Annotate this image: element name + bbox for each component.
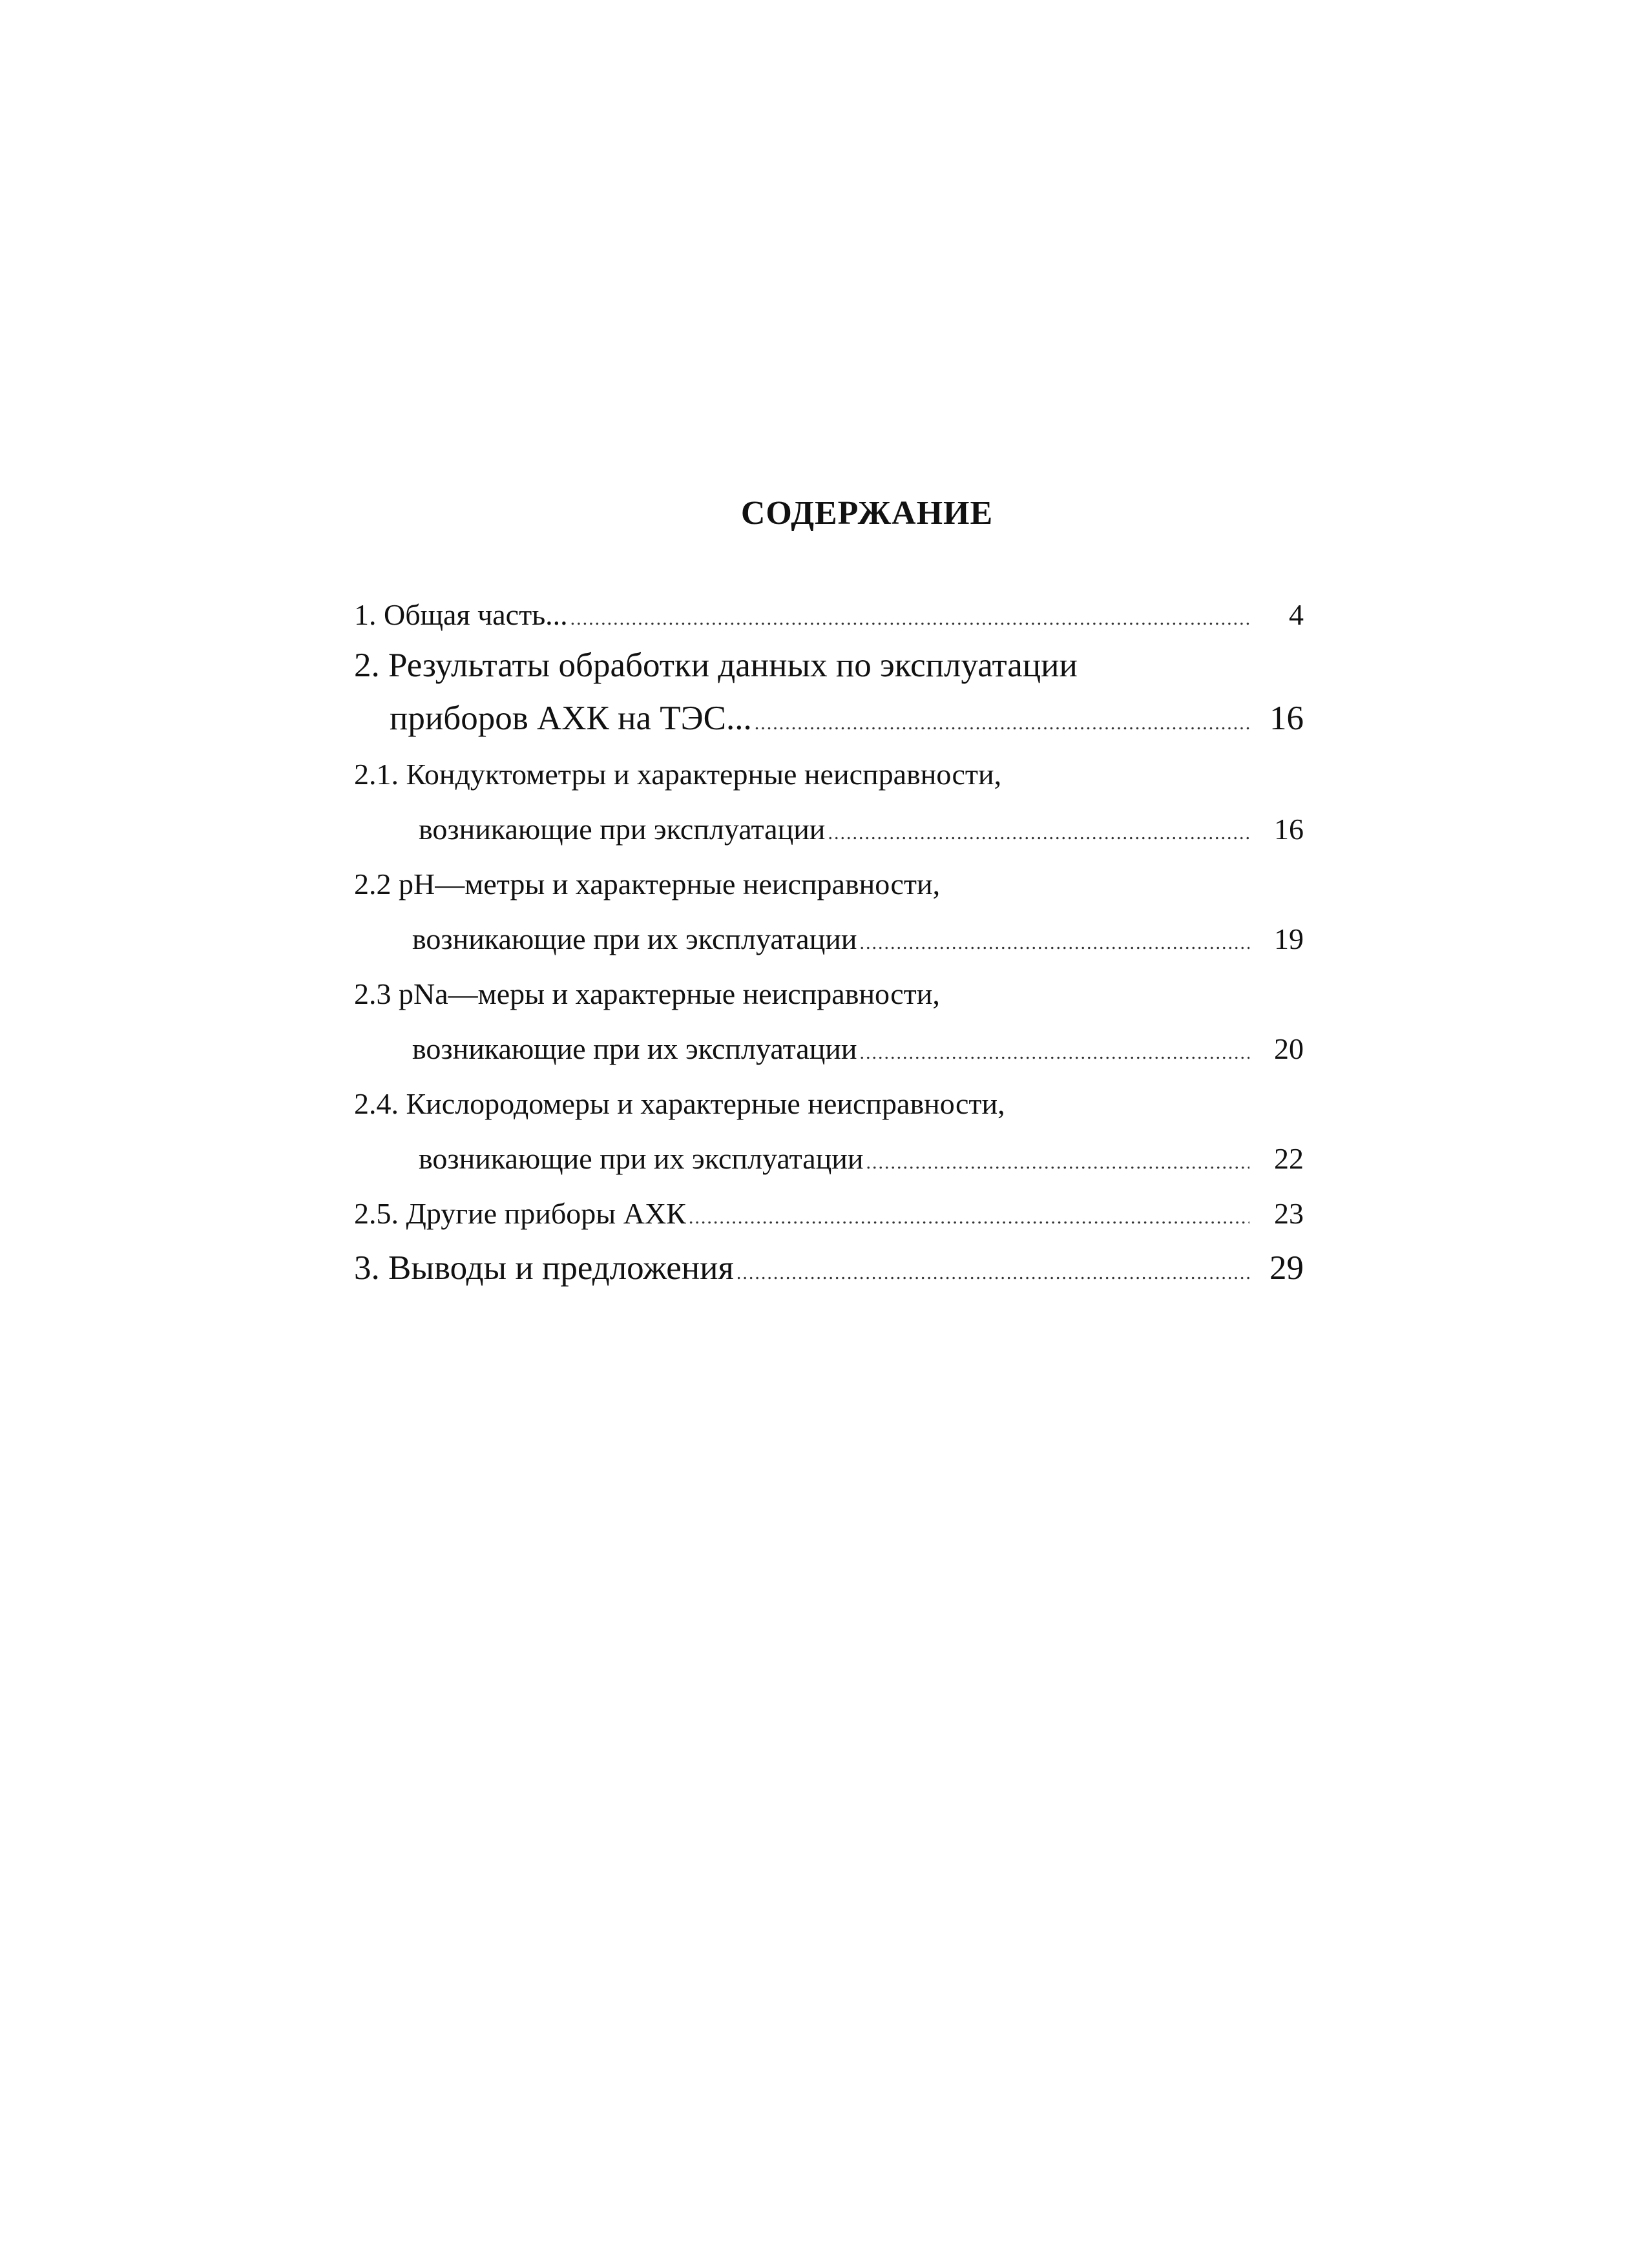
toc-entry-text: возникающие при их эксплуатации (419, 1142, 864, 1175)
toc-leader-dots (866, 1152, 1249, 1174)
toc-entry (354, 812, 1304, 846)
toc-leader-dots (570, 608, 1249, 630)
toc-entry (354, 1196, 1304, 1231)
toc-page-number: 22 (1274, 1142, 1304, 1175)
toc-page-number: 4 (1289, 598, 1304, 631)
toc-entry (354, 922, 1304, 956)
toc-leader-dots (860, 1042, 1249, 1064)
toc-entry-text: возникающие при их эксплуатации (412, 1032, 857, 1065)
toc-entry (354, 699, 1304, 738)
toc-entry (354, 1141, 1304, 1176)
toc-entry-text: приборов АХК на ТЭС... (390, 700, 752, 737)
toc-page-number: 16 (1269, 700, 1304, 737)
toc-entry (354, 977, 1304, 1011)
toc-entry-text: 2.3 pNa—меры и характерные неисправности, (354, 977, 940, 1010)
toc-leader-dots (689, 1207, 1249, 1229)
toc-entry (354, 1032, 1304, 1066)
toc-entry-text: 2.4. Кислородомеры и характерные неисправности, (354, 1087, 1005, 1120)
toc-leader-dots (736, 1262, 1249, 1284)
toc-leader-dots (755, 713, 1249, 734)
toc-entry (354, 598, 1304, 632)
page-title: СОДЕРЖАНИЕ (740, 495, 994, 532)
toc-page-number: 16 (1274, 813, 1304, 846)
toc-leader-dots (860, 932, 1249, 954)
toc-page-number: 20 (1274, 1032, 1304, 1065)
toc-entry-text: возникающие при их эксплуатации (412, 922, 857, 955)
table-of-contents (354, 598, 1304, 1287)
toc-page-number: 19 (1274, 922, 1304, 955)
toc-page-number: 23 (1274, 1197, 1304, 1230)
toc-entry-text: 2. Результаты обработки данных по эксплуатации (354, 647, 1078, 684)
toc-entry (354, 1087, 1304, 1121)
toc-entry (354, 757, 1304, 791)
toc-entry-text: 1. Общая часть... (354, 598, 568, 631)
toc-entry-text: 2.5. Другие приборы АХК (354, 1197, 686, 1230)
toc-entry (354, 1249, 1304, 1287)
toc-entry (354, 646, 1304, 685)
toc-leader-dots (828, 822, 1249, 844)
toc-page-number: 29 (1269, 1249, 1304, 1287)
toc-entry-text: 2.1. Кондуктометры и характерные неисправности, (354, 758, 1002, 791)
toc-entry-text: 3. Выводы и предложения (354, 1249, 734, 1287)
toc-entry-text: возникающие при эксплуатации (419, 813, 826, 846)
toc-entry (354, 867, 1304, 901)
toc-entry-text: 2.2 pH—метры и характерные неисправности, (354, 868, 941, 900)
